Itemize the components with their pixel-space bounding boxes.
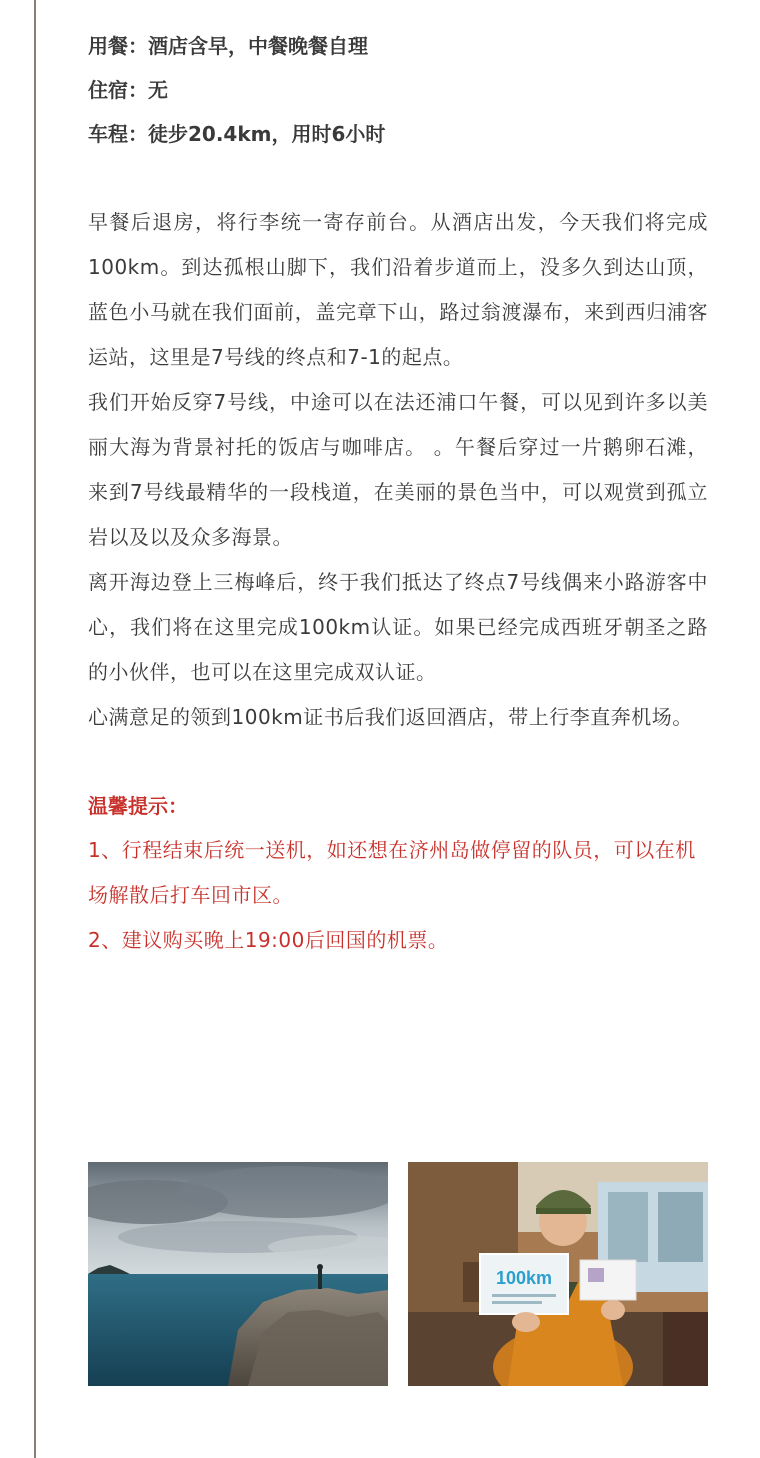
certificate-photo-illustration xyxy=(408,1162,708,1386)
tips-title: 温馨提示： xyxy=(88,794,188,818)
coast-photo xyxy=(88,1162,388,1386)
certificate-photo xyxy=(408,1162,708,1386)
left-vertical-rule xyxy=(34,0,36,1458)
tip-item-1: 1、行程结束后统一送机，如还想在济州岛做停留的队员，可以在机场解散后打车回市区。 xyxy=(88,838,696,907)
photo-row xyxy=(88,1162,708,1386)
distance-info: 车程：徒步20.4km，用时6小时 xyxy=(88,122,386,146)
paragraph-route: 我们开始反穿7号线，中途可以在法还浦口午餐，可以见到许多以美丽大海为背景衬托的饭店与咖啡店。 。午餐后穿过一片鹅卵石滩，来到7号线最精华的一段栈道，在美丽的景色当中，可以观赏到孤立岩以及以及众多海景。 xyxy=(88,390,708,549)
spacer xyxy=(88,740,708,784)
meals-info: 用餐：酒店含早，中餐晚餐自理 xyxy=(88,34,368,58)
paragraph-return: 心满意足的领到100km证书后我们返回酒店，带上行李直奔机场。 xyxy=(88,705,693,729)
itinerary-day-content xyxy=(88,24,708,963)
paragraph-certification: 离开海边登上三梅峰后，终于我们抵达了终点7号线偶来小路游客中心，我们将在这里完成100km认证。如果已经完成西班牙朝圣之路的小伙伴，也可以在这里完成双认证。 xyxy=(88,570,708,684)
coast-photo-illustration xyxy=(88,1162,388,1386)
certificate-100km-text: 100km xyxy=(495,1268,553,1288)
tip-item-2: 2、建议购买晚上19:00后回国的机票。 xyxy=(88,928,449,952)
lodging-info: 住宿：无 xyxy=(88,78,168,102)
spacer xyxy=(88,156,708,200)
paragraph-morning: 早餐后退房，将行李统一寄存前台。从酒店出发，今天我们将完成100km。到达孤根山脚下，我们沿着步道而上，没多久到达山顶，蓝色小马就在我们面前，盖完章下山，路过翁渡瀑布，来到西归浦客运站，这里是7号线的终点和7-1的起点。 xyxy=(88,210,708,369)
